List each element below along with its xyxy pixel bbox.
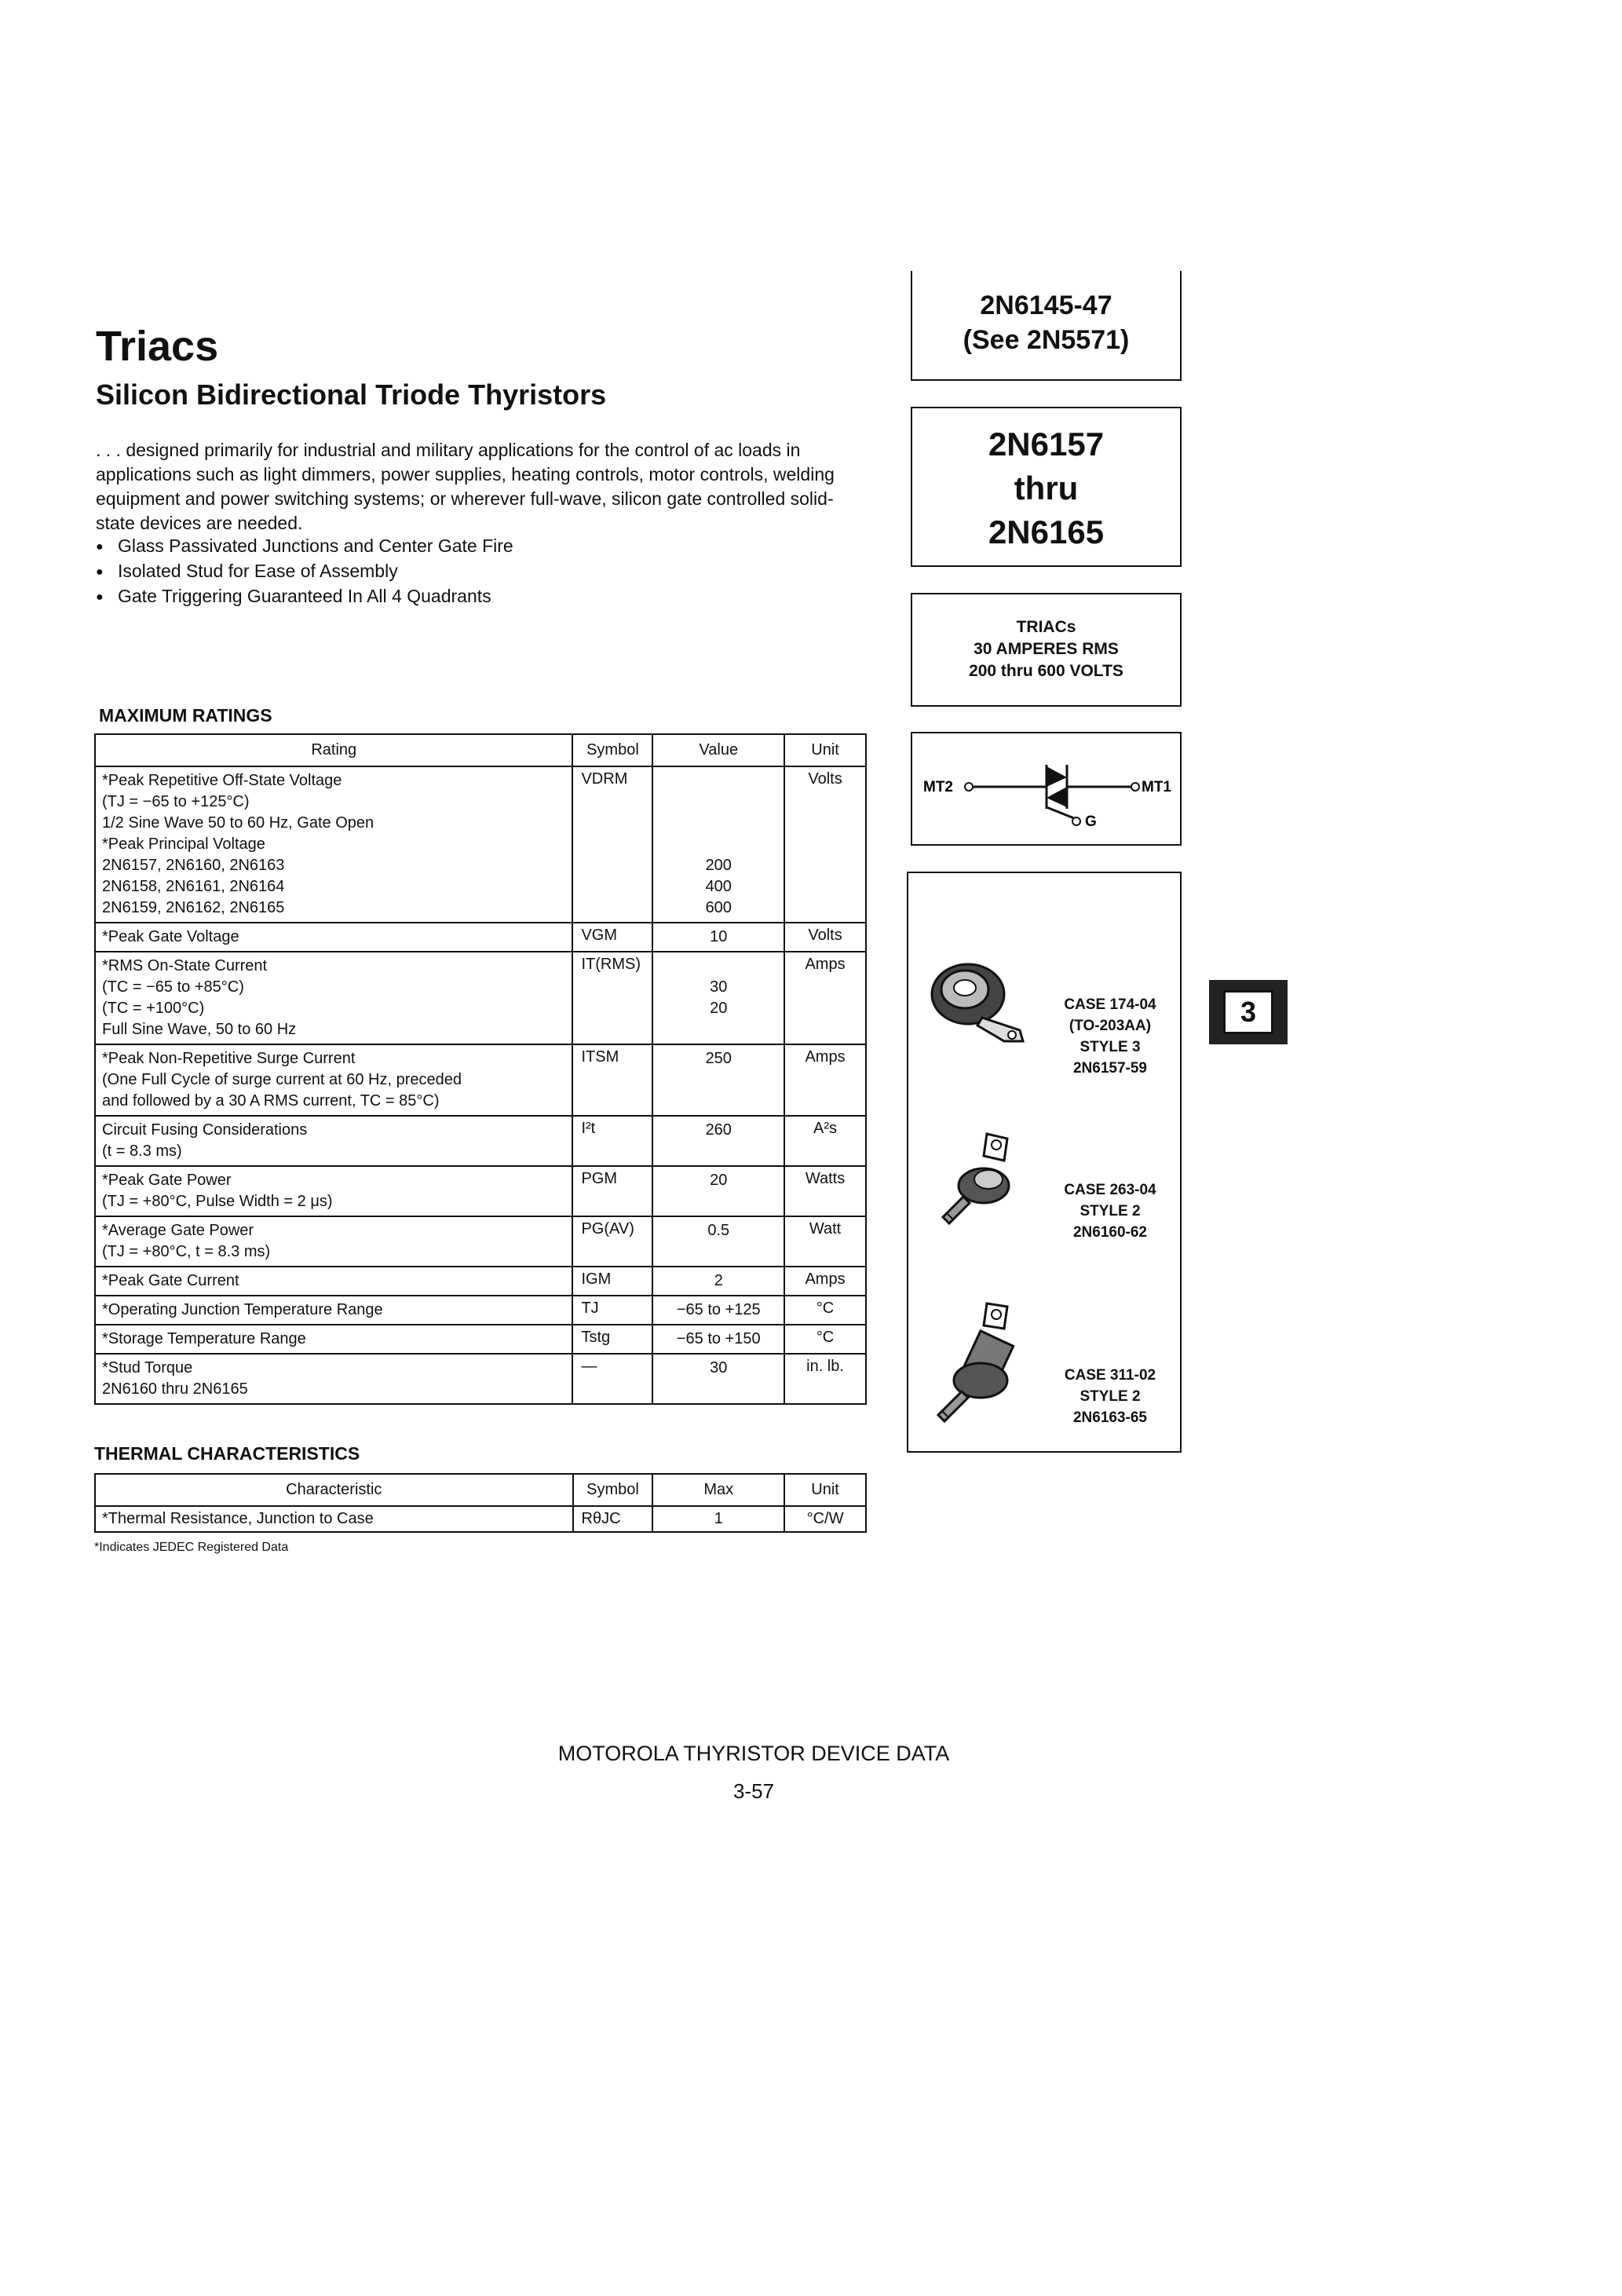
section-tab-number: 3: [1223, 990, 1273, 1034]
value-cell: −65 to +150: [652, 1325, 784, 1354]
rating-row: [95, 1044, 866, 1116]
unit-cell: Amps: [784, 1267, 866, 1296]
unit-cell: A²s: [784, 1116, 866, 1166]
rating-row: [95, 1166, 866, 1216]
value-cell: 20: [652, 1166, 784, 1216]
unit-cell: Watt: [784, 1216, 866, 1267]
mt1-terminal: [1131, 783, 1139, 791]
unit-cell: in. lb.: [784, 1354, 866, 1404]
part-range-line3: 2N6165: [988, 514, 1105, 550]
rating-row: [95, 1116, 866, 1166]
value-cell: 30 20: [652, 952, 784, 1044]
thermal-symbol: RθJC: [573, 1506, 653, 1532]
spec-line3: 200 thru 600 VOLTS: [969, 662, 1123, 680]
intro-paragraph: . . . designed primarily for industrial and military applications for the control of ac loads in applications such as light dimmers, power supplies, heating controls, motor controls, welding equipment and power switching systems; or wherever full-wave, silicon gate controlled solid-state devices are needed.: [96, 440, 835, 533]
col-header-value: Value: [652, 734, 784, 766]
symbol-cell: I²t: [572, 1116, 652, 1166]
thermal-heading: THERMAL CHARACTERISTICS: [94, 1443, 360, 1464]
triac-symbol-diagram: [912, 733, 1180, 844]
part-range-box: [911, 407, 1182, 567]
section-tab: [1209, 980, 1288, 1044]
rating-cell: *Peak Non-Repetitive Surge Current (One Full Cycle of surge current at 60 Hz, preceded and followed by a 30 A RMS current, TC = 85°C): [95, 1044, 572, 1116]
symbol-cell: PG(AV): [572, 1216, 652, 1267]
case-174-04-label: CASE 174-04 (TO-203AA) STYLE 3 2N6157-59: [1064, 996, 1156, 1077]
symbol-cell: IT(RMS): [572, 952, 652, 1044]
symbol-cell: VGM: [572, 923, 652, 952]
package-cases-box: [907, 872, 1182, 1453]
rating-cell: *Peak Gate Current: [95, 1267, 572, 1296]
unit-cell: Amps: [784, 1044, 866, 1116]
value-cell: 250: [652, 1044, 784, 1116]
value-cell: 260: [652, 1116, 784, 1166]
symbol-cell: TJ: [572, 1296, 652, 1325]
rating-cell: *Stud Torque 2N6160 thru 2N6165: [95, 1354, 572, 1404]
triac-diode-upper: [1047, 766, 1067, 787]
rating-row: [95, 1325, 866, 1354]
top-reference-box: [911, 271, 1182, 381]
page-title: Triacs: [96, 323, 219, 370]
rating-cell: *Peak Gate Voltage: [95, 923, 572, 952]
unit-cell: °C: [784, 1296, 866, 1325]
jedec-footnote: *Indicates JEDEC Registered Data: [94, 1541, 289, 1554]
gate-lead: [1047, 807, 1074, 818]
part-range-line2: thru: [1014, 470, 1079, 506]
rating-row: [95, 1354, 866, 1404]
col-header-symbol: Symbol: [572, 734, 652, 766]
gate-terminal: [1072, 817, 1080, 825]
symbol-cell: IGM: [572, 1267, 652, 1296]
unit-cell: Volts: [784, 923, 866, 952]
rating-cell: *Average Gate Power (TJ = +80°C, t = 8.3 ms): [95, 1216, 572, 1267]
unit-cell: Watts: [784, 1166, 866, 1216]
max-ratings-body: [95, 766, 866, 1404]
mt1-label: MT1: [1142, 779, 1171, 795]
max-ratings-table: [94, 733, 867, 1405]
value-cell: 2: [652, 1267, 784, 1296]
page-number: 3-57: [732, 1779, 775, 1803]
footer-title: MOTOROLA THYRISTOR DEVICE DATA: [557, 1742, 950, 1765]
spec-summary-box: [911, 593, 1182, 707]
col-header-symbol: Symbol: [573, 1474, 653, 1506]
triac-symbol-box: [911, 732, 1182, 846]
symbol-cell: PGM: [572, 1166, 652, 1216]
max-ratings-heading: MAXIMUM RATINGS: [99, 705, 272, 726]
rating-row: [95, 1216, 866, 1267]
feature-list: [96, 534, 513, 609]
unit-cell: °C: [784, 1325, 866, 1354]
rating-row: [95, 1296, 866, 1325]
value-cell: 0.5: [652, 1216, 784, 1267]
rating-cell: *Peak Gate Power (TJ = +80°C, Pulse Width = 2 μs): [95, 1166, 572, 1216]
rating-cell: *Peak Repetitive Off-State Voltage (TJ = −65 to +125°C) 1/2 Sine Wave 50 to 60 Hz, Gate Open *Peak Principal Voltage 2N6157, 2N6160, 2N6163 2N6158, 2N6161, 2N6164 2N6159, 2N6162, 2N6165: [95, 766, 572, 923]
triac-diode-lower: [1047, 787, 1067, 807]
mt2-label: MT2: [923, 779, 953, 795]
value-cell: −65 to +125: [652, 1296, 784, 1325]
symbol-cell: ITSM: [572, 1044, 652, 1116]
col-header-max: Max: [652, 1474, 784, 1506]
col-header-unit: Unit: [784, 1474, 866, 1506]
thermal-header-row: [95, 1474, 866, 1506]
part-range-line1: 2N6157: [988, 426, 1105, 462]
unit-cell: Volts: [784, 766, 866, 923]
feature-item: ● Glass Passivated Junctions and Center Gate Fire: [96, 534, 513, 559]
col-header-unit: Unit: [784, 734, 866, 766]
rating-row: [95, 923, 866, 952]
thermal-characteristic: *Thermal Resistance, Junction to Case: [95, 1506, 573, 1532]
page-subtitle: Silicon Bidirectional Triode Thyristors: [96, 378, 607, 411]
feature-item: ● Gate Triggering Guaranteed In All 4 Quadrants: [96, 584, 513, 609]
rating-cell: *Operating Junction Temperature Range: [95, 1296, 572, 1325]
spec-line2: 30 AMPERES RMS: [974, 640, 1119, 658]
symbol-cell: VDRM: [572, 766, 652, 923]
thermal-row: [95, 1506, 866, 1532]
thermal-table: [94, 1473, 867, 1533]
top-reference-line1: 2N6145-47: [980, 291, 1112, 320]
col-header-rating: Rating: [95, 734, 572, 766]
gate-label: G: [1085, 813, 1097, 830]
max-ratings-header-row: [95, 734, 866, 766]
unit-cell: Amps: [784, 952, 866, 1044]
case-263-04-package-drawing: [932, 1124, 1034, 1242]
symbol-cell: Tstg: [572, 1325, 652, 1354]
value-cell: 30: [652, 1354, 784, 1404]
thermal-unit: °C/W: [784, 1506, 866, 1532]
symbol-cell: —: [572, 1354, 652, 1404]
case-311-02-label: CASE 311-02 STYLE 2 2N6163-65: [1064, 1367, 1156, 1426]
value-cell: 10: [652, 923, 784, 952]
rating-row: [95, 1267, 866, 1296]
rating-cell: Circuit Fusing Considerations (t = 8.3 ms): [95, 1116, 572, 1166]
feature-item: ● Isolated Stud for Ease of Assembly: [96, 559, 513, 584]
rating-row: [95, 766, 866, 923]
rating-cell: *RMS On-State Current (TC = −65 to +85°C) (TC = +100°C) Full Sine Wave, 50 to 60 Hz: [95, 952, 572, 1044]
case-174-04-package-drawing: [919, 949, 1037, 1051]
spec-line1: TRIACs: [1016, 618, 1076, 636]
top-reference-line2: (See 2N5571): [963, 325, 1130, 355]
col-header-characteristic: Characteristic: [95, 1474, 573, 1506]
thermal-max: 1: [652, 1506, 784, 1532]
case-311-02-package-drawing: [926, 1297, 1036, 1431]
rating-row: [95, 952, 866, 1044]
case-263-04-label: CASE 263-04 STYLE 2 2N6160-62: [1064, 1182, 1156, 1241]
value-cell: 200 400 600: [652, 766, 784, 923]
mt2-terminal: [965, 783, 973, 791]
rating-cell: *Storage Temperature Range: [95, 1325, 572, 1354]
